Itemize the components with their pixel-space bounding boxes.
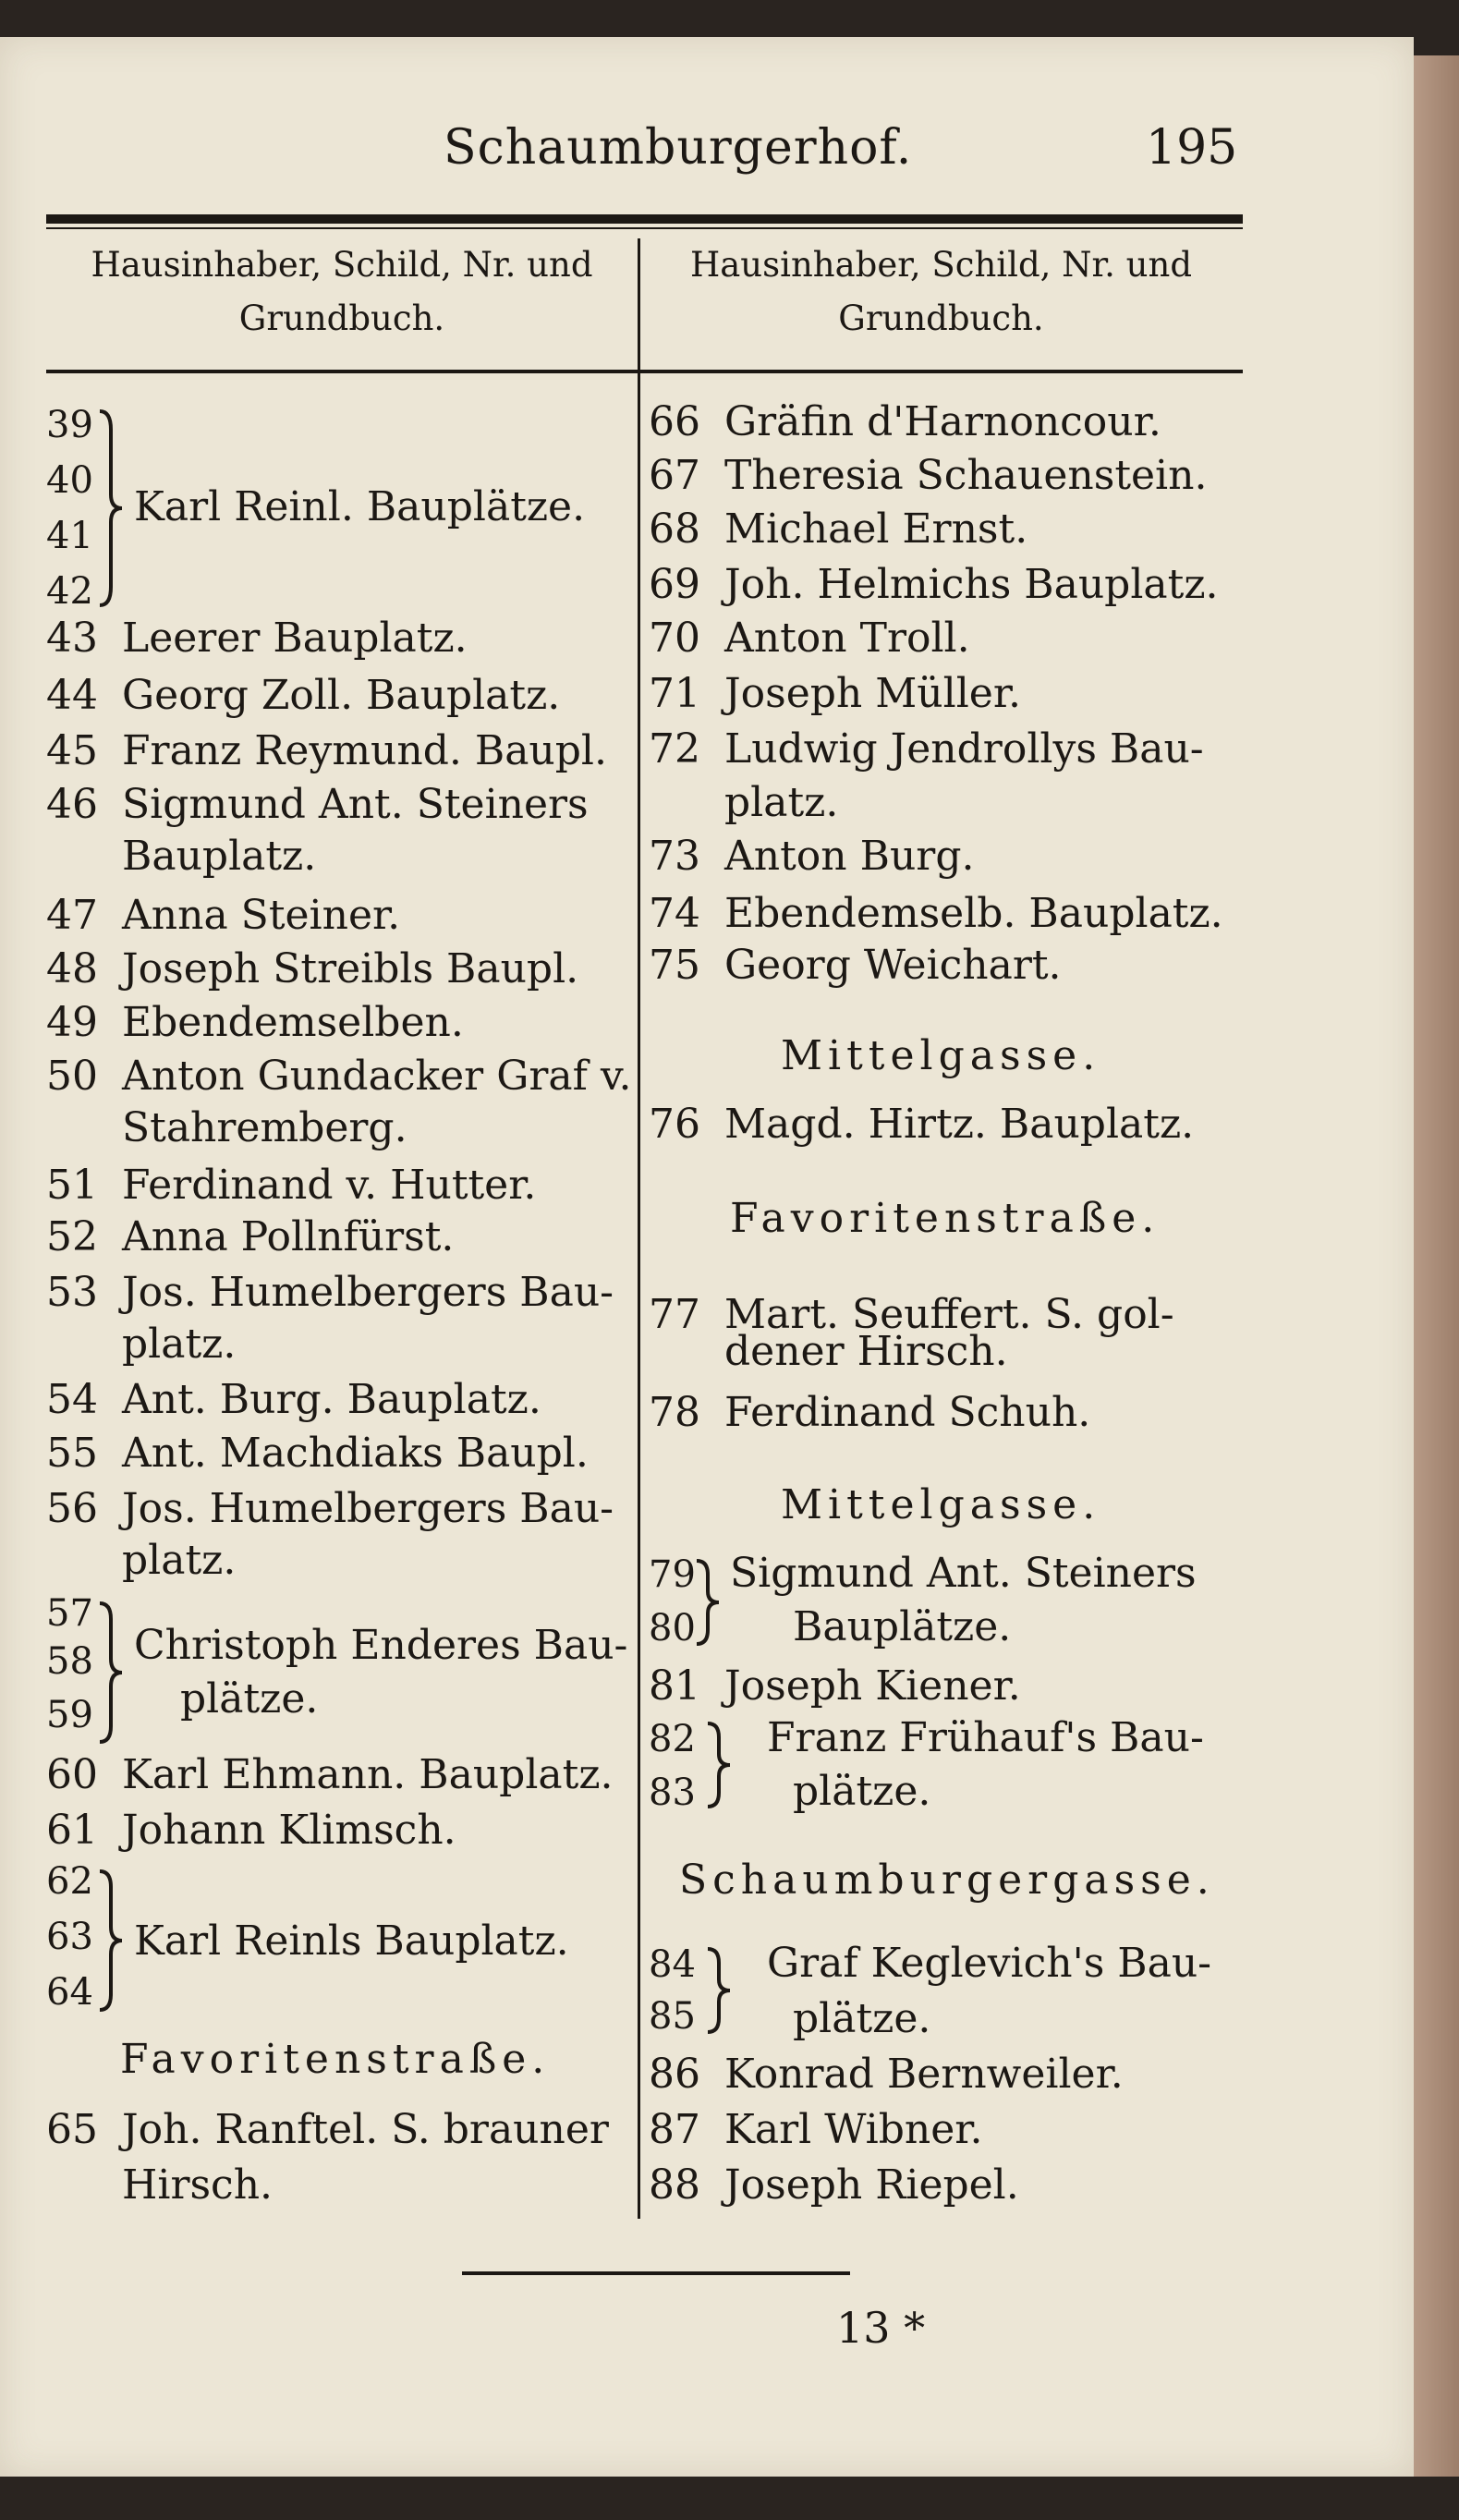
entry-74: 74 Ebendemselb. Bauplatz. <box>649 890 1223 937</box>
entry-71: 71 Joseph Müller. <box>649 670 1021 717</box>
entry-72: 72 Ludwig Jendrollys Bau- <box>649 725 1204 773</box>
entry-44: 44 Georg Zoll. Bauplatz. <box>46 672 561 719</box>
left-column-header: Hausinhaber, Schild, Nr. und Grundbuch. <box>91 245 593 338</box>
entry-73: 73 Anton Burg. <box>649 833 975 880</box>
entry-65-cont: Hirsch. <box>122 2161 274 2209</box>
entry-54: 54 Ant. Burg. Bauplatz. <box>46 1376 541 1423</box>
page-edge <box>1414 55 1459 2477</box>
entry-86: 86 Konrad Bernweiler. <box>649 2051 1124 2098</box>
section-heading: Favoritenstraße. <box>120 2036 551 2083</box>
entry-53: 53 Jos. Humelbergers Bau- <box>46 1269 614 1316</box>
brace-icon <box>92 1867 129 2015</box>
section-heading: Mittelgasse. <box>781 1032 1101 1079</box>
entry-50-cont: Stahremberg. <box>122 1104 407 1151</box>
entry-72-cont: platz. <box>724 779 839 826</box>
entry-76: 76 Magd. Hirtz. Bauplatz. <box>649 1101 1195 1148</box>
entry-61: 61 Johann Klimsch. <box>46 1807 456 1854</box>
section-heading: Mittelgasse. <box>781 1481 1101 1528</box>
brace-icon <box>92 1599 129 1747</box>
entry-68: 68 Michael Ernst. <box>649 505 1028 553</box>
entry-77-cont: dener Hirsch. <box>724 1328 1008 1375</box>
entry-43: 43 Leerer Bauplatz. <box>46 615 468 662</box>
column-divider <box>638 238 640 2219</box>
entry-65: 65 Joh. Ranftel. S. brauner <box>46 2106 609 2153</box>
entry-77: 77 Mart. Seuffert. S. gol- <box>649 1291 1174 1338</box>
right-column-header: Hausinhaber, Schild, Nr. und Grundbuch. <box>689 245 1193 338</box>
entry-78: 78 Ferdinand Schuh. <box>649 1389 1091 1436</box>
entry-67: 67 Theresia Schauenstein. <box>649 452 1208 499</box>
entry-88: 88 Joseph Riepel. <box>649 2161 1019 2209</box>
column-header-rule <box>46 370 1243 373</box>
entry-66: 66 Gräfin d'Harnoncour. <box>649 398 1161 445</box>
entry-70: 70 Anton Troll. <box>649 615 970 662</box>
entry-51: 51 Ferdinand v. Hutter. <box>46 1162 537 1209</box>
section-heading: Favoritenstraße. <box>730 1195 1161 1242</box>
brace-icon <box>702 1944 739 2037</box>
header-rule-thin <box>46 227 1243 229</box>
page-number: 195 <box>1146 120 1238 176</box>
header-rule <box>46 214 1243 224</box>
entry-50: 50 Anton Gundacker Graf v. <box>46 1053 632 1100</box>
section-heading: Schaumburgergasse. <box>679 1857 1215 1904</box>
entry-56-cont: platz. <box>122 1537 237 1584</box>
brace-icon <box>92 407 129 610</box>
entry-45: 45 Franz Reymund. Baupl. <box>46 727 607 774</box>
entry-47: 47 Anna Steiner. <box>46 892 401 939</box>
entry-60: 60 Karl Ehmann. Bauplatz. <box>46 1751 614 1798</box>
footer-rule <box>462 2271 850 2275</box>
entry-69: 69 Joh. Helmichs Bauplatz. <box>649 561 1219 608</box>
running-title: Schaumburgerhof. <box>444 120 913 176</box>
brace-icon <box>702 1719 739 1811</box>
entry-81: 81 Joseph Kiener. <box>649 1662 1021 1710</box>
entry-46: 46 Sigmund Ant. Steiners <box>46 781 589 828</box>
entry-56: 56 Jos. Humelbergers Bau- <box>46 1485 614 1532</box>
entry-52: 52 Anna Pollnfürst. <box>46 1213 455 1260</box>
entry-55: 55 Ant. Machdiaks Baupl. <box>46 1430 589 1477</box>
entry-87: 87 Karl Wibner. <box>649 2106 983 2153</box>
entry-75: 75 Georg Weichart. <box>649 942 1062 989</box>
signature-mark: 13 * <box>836 2303 926 2353</box>
entry-49: 49 Ebendemselben. <box>46 999 464 1046</box>
brace-icon <box>691 1556 728 1649</box>
entry-48: 48 Joseph Streibls Baupl. <box>46 945 579 992</box>
entry-46-cont: Bauplatz. <box>122 833 317 880</box>
entry-53-cont: platz. <box>122 1321 237 1368</box>
